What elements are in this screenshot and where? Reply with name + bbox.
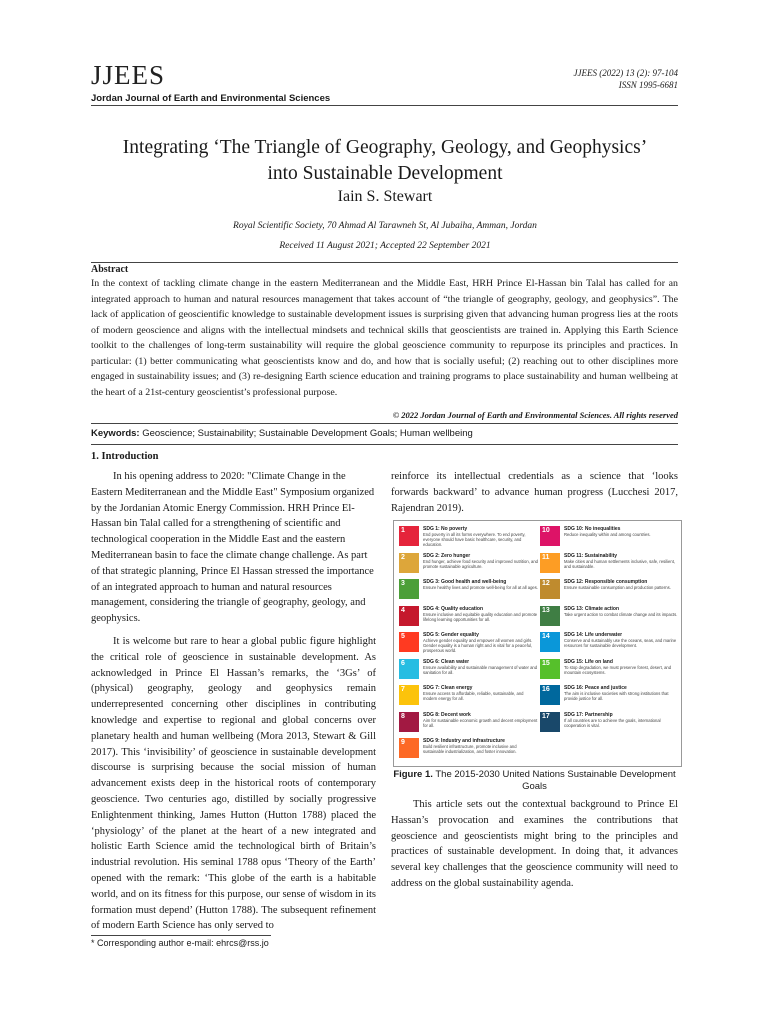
intro-paragraph-3: This article sets out the contextual background to Prince El Hassan’s provocation and examines the contributions that geoscience and geoscientists might bring to the principles and practices of sustainable development. In doing that, it advances several key challenges that the geoscience community will need to address on the global sustainability agenda. [391, 799, 678, 889]
journal-logo: JJEES [91, 60, 166, 90]
sdg-title: SDG 6: Clean water [423, 658, 470, 665]
sdg-item [540, 659, 678, 684]
sdg-icon: 5 [399, 632, 419, 652]
figure-caption [391, 769, 678, 793]
sdg-description: Build resilient infrastructure, promote inclusive and sustainable industrialization, and foster innovation. [423, 744, 517, 754]
sdg-icon: 11 [540, 553, 560, 573]
sdg-description: Ensure healthy lives and promote well-being for all at all ages. [423, 585, 538, 590]
sdg-item [399, 606, 537, 631]
sdg-title: SDG 1: No poverty [423, 526, 468, 532]
sdg-title: SDG 7: Clean energy [423, 685, 473, 691]
left-column [91, 469, 376, 941]
title-line-1: Integrating ‘The Triangle of Geography, Geology, and Geophysics’ [122, 137, 648, 158]
sdg-icon: 2 [399, 553, 419, 573]
sdg-description: Ensure availability and sustainable management of water and sanitation for all. [423, 664, 538, 675]
intro-paragraph-1: In his opening address to 2020: "Climate Change in the Eastern Mediterranean and the Middle East" Symposium organized by the Jordanian Atomic Energy Commission. HRH Prince El-Hassan bin Talal called for a strengthening of scientific and technological cooperation in the Middle East and the eastern Mediterranean basin to face the climate change challenge. As part of that strategic planning, Prince El Hassan stressed the importance of an integrated approach to human and natural resources management, considering the triangle of geography, geology, and geophysics. [91, 471, 375, 625]
keywords-text: Geoscience; Sustainability; Sustainable Development Goals; Human wellbeing [142, 428, 473, 439]
sdg-description: Ensure inclusive and equitable quality education and promote lifelong learning opportunities for all. [423, 611, 538, 622]
header-divider [91, 105, 678, 106]
sdg-item [399, 579, 537, 604]
sdg-description: End hunger, achieve food security and improved nutrition, and promote sustainable agriculture. [423, 558, 538, 569]
journal-name: Jordan Journal of Earth and Environmental Sciences [91, 93, 331, 104]
author-name: Iain S. Stewart [337, 188, 433, 205]
received-dates: Received 11 August 2021; Accepted 22 September 2021 [279, 241, 491, 251]
title-line-2: into Sustainable Development [267, 163, 503, 184]
sdg-figure [393, 520, 682, 767]
sdg-description: If all countries are to achieve the goals, international cooperation is vital. [564, 717, 661, 728]
sdg-icon: 8 [399, 712, 419, 732]
sdg-description: Ensure access to affordable, reliable, sustainable, and modern energy for all. [423, 691, 524, 701]
sdg-icon: 13 [540, 606, 560, 626]
sdg-description: To stop degradation, we must preserve forest, desert, and mountain ecosystems. [564, 664, 672, 675]
sdg-icon: 16 [540, 685, 560, 705]
sdg-icon: 7 [399, 685, 419, 705]
intro-paragraph-2: It is welcome but rare to hear a global public figure highlight the critical role of geoscience in sustainable development. As acknowledged in Prince El Hassan’s remarks, the ‘3Gs’ of (physical) geography, geology and geophysics remain underrepresented concerning other disciplines in contributing knowledge and expertise to regional and global concerns over planetary health and human wellbeing (Mora 2013, Stewart & Gill 2017). This ‘invisibility’ of geoscience in sustainable development discourse is surprising because the social mission of human advancement exists deep in the historical roots of contemporary geoscience. Two centuries ago, distilled by socially progressive Enlightenment thinking, James Hutton (Hutton 1788) placed the ‘physiology’ of the planet at the heart of a new integrated and holistic Earth Science amid the technological birth of Britain’s industrial revolution. His seminal 1788 opus ‘Theory of the Earth’ opened with the remark: ‘This globe of the earth is a habitable world, and on its fitness for this purpose, our sense of wisdom in its formation must depend’ (Hutton 1788). The subsequent refinement of modern Earth Science has only served to [91, 635, 376, 932]
citation-block [574, 67, 678, 91]
sdg-icon: 14 [540, 632, 560, 652]
sdg-title: SDG 10: No inequalities [564, 526, 621, 532]
sdg-description: Reduce inequality within and among countries. [564, 532, 651, 537]
sdg-title: SDG 16: Peace and justice [564, 685, 627, 691]
sdg-title: SDG 15: Life on land [564, 658, 613, 665]
sdg-item [540, 685, 678, 710]
sdg-title: SDG 9: Industry and infrastructure [423, 738, 505, 744]
footnote-divider [91, 935, 271, 936]
sdg-description: The aim is inclusive societies with strong institutions that provide justice for all. [564, 691, 669, 701]
sdg-item [399, 685, 537, 710]
keywords [91, 428, 473, 439]
sdg-description: End poverty in all its forms everywhere. To end poverty, everyone should have basic healthcare, security, and education. [423, 532, 526, 547]
sdg-icon: 1 [399, 526, 419, 546]
sdg-title: SDG 4: Quality education [423, 605, 484, 612]
sdg-title: SDG 2: Zero hunger [423, 552, 471, 559]
sdg-item [540, 553, 678, 578]
sdg-icon: 6 [399, 659, 419, 679]
sdg-title: SDG 8: Decent work [423, 711, 471, 718]
sdg-title: SDG 11: Sustainability [564, 552, 618, 559]
sdg-icon: 17 [540, 712, 560, 732]
sdg-icon: 12 [540, 579, 560, 599]
sdg-item [399, 632, 537, 657]
sdg-item [540, 712, 678, 737]
sdg-description: Take urgent action to combat climate change and its impacts. [564, 611, 678, 617]
sdg-description: Make cities and human settlements inclusive, safe, resilient, and sustainable. [564, 558, 676, 569]
sdg-description: Achieve gender equality and empower all women and girls. Gender equality is a human right and is vital for a peaceful, prosperous world. [423, 638, 533, 653]
sdg-item [540, 606, 678, 631]
copyright-notice: © 2022 Jordan Journal of Earth and Environmental Sciences. All rights reserved [392, 410, 678, 420]
sdg-title: SDG 17: Partnership [564, 711, 613, 718]
abstract-body: In the context of tackling climate change in the eastern Mediterranean and the Middle East, HRH Prince El-Hassan bin Talal has called for an integrated approach to human and natural resources management that takes account of “the triangle of geography, geology, and geophysics”. The lack of application of geoscientific knowledge to sustainable development issues is surprising given that advancing human progress lies at the roots of modern geoscience and aligns with the intellectual mindsets and technical skills that geoscientists are trained in. Applying this Earth Science toolkit to the challenges of long-term sustainability will require the global geoscience community to repurpose its principles and practices. In particular: (1) better communicating what geoscientists know and do, and how that is socially useful; (2) reaching out to other disciplines more engaged in sustainability issues; and (3) re-designing Earth science education and training programs to place sustainability and human wellbeing at the heart of a 21st-century geoscientist’s professional purpose. [91, 278, 678, 398]
sdg-icon: 4 [399, 606, 419, 626]
right-column-paragraph [391, 797, 678, 892]
figure-caption-label: Figure 1. [393, 769, 433, 780]
sdg-item [540, 526, 678, 551]
figure-caption-text: The 2015-2030 United Nations Sustainable Development Goals [435, 769, 676, 792]
sdg-title: SDG 13: Climate action [564, 605, 620, 612]
sdg-item [399, 659, 537, 684]
keywords-bottom-rule [91, 444, 678, 445]
citation: JJEES (2022) 13 (2): 97-104 [573, 68, 678, 78]
sdg-item [399, 712, 537, 737]
affiliation: Royal Scientific Society, 70 Ahmad Al Tarawneh St, Al Jubaiha, Amman, Jordan [233, 221, 537, 231]
sdg-item [399, 553, 537, 578]
sdg-icon: 9 [399, 738, 419, 758]
sdg-item [399, 526, 537, 551]
sdg-icon: 15 [540, 659, 560, 679]
sdg-item [540, 579, 678, 604]
sdg-title: SDG 5: Gender equality [423, 632, 479, 638]
sdg-item [540, 632, 678, 657]
corresponding-author-footnote: * Corresponding author e-mail: ehrcs@rss.jo [91, 938, 269, 948]
sdg-item [399, 738, 537, 763]
abstract-top-rule [91, 262, 678, 263]
abstract-bottom-rule [91, 423, 678, 424]
right-column-continuation: reinforce its intellectual credentials as a science that ‘looks forwards backward’ to advance human progress (Lucchesi 2017, Rajendran 2019). [391, 471, 678, 514]
article-title [60, 135, 710, 187]
sdg-description: Conserve and sustainably use the oceans, seas, and marine resources for sustainable development. [564, 638, 677, 648]
section-heading-introduction: 1. Introduction [91, 451, 159, 462]
sdg-title: SDG 12: Responsible consumption [564, 579, 648, 585]
sdg-icon: 10 [540, 526, 560, 546]
sdg-title: SDG 3: Good health and well-being [423, 579, 507, 585]
sdg-description: Ensure sustainable consumption and production patterns. [564, 585, 671, 590]
keywords-label: Keywords: [91, 428, 140, 439]
sdg-description: Aim for sustainable economic growth and decent employment for all. [423, 717, 538, 728]
sdg-title: SDG 14: Life underwater [564, 632, 623, 638]
issn: ISSN 1995-6681 [618, 80, 678, 90]
sdg-icon: 3 [399, 579, 419, 599]
abstract-heading: Abstract [91, 264, 129, 275]
